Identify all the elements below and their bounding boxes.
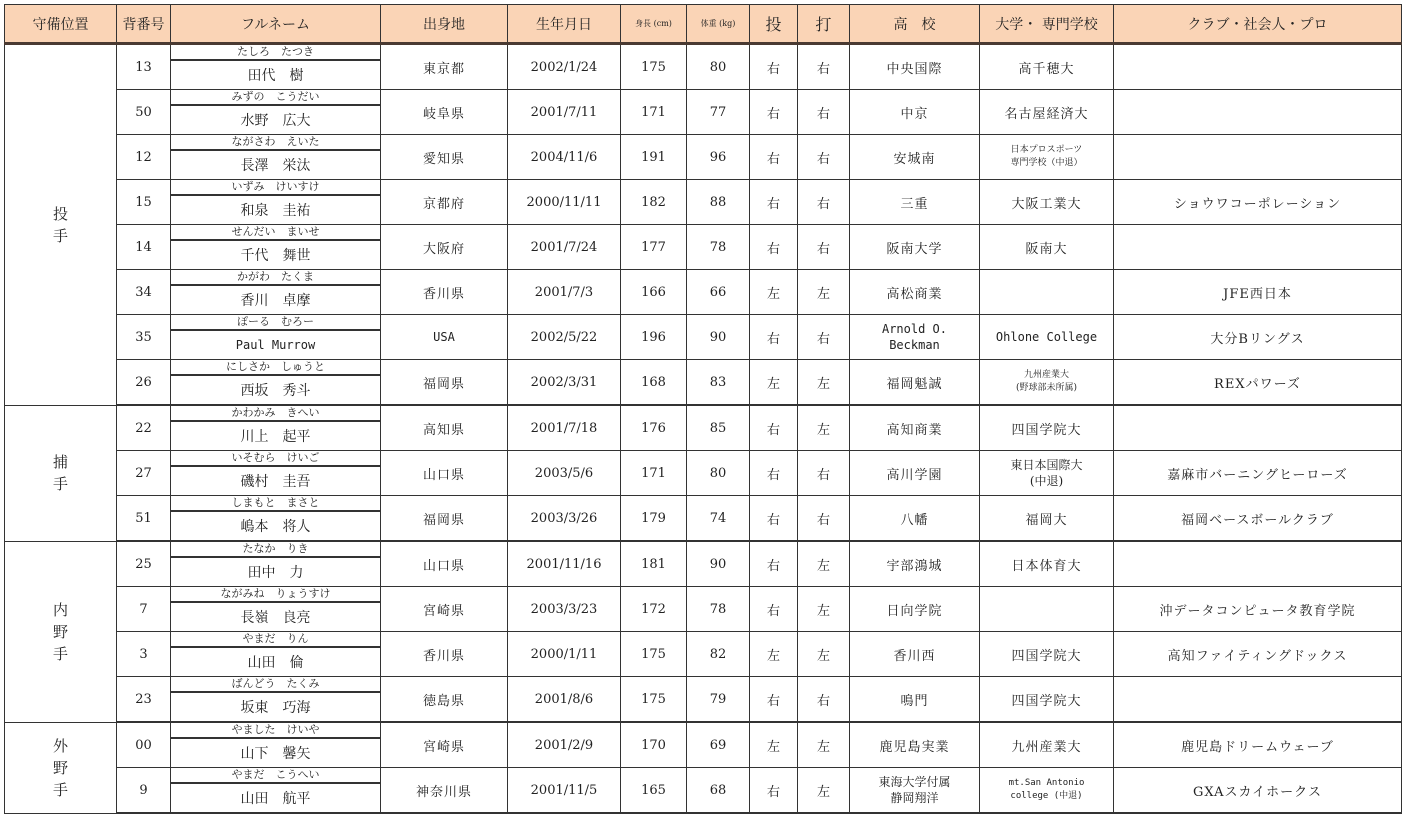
player-birthdate: 2001/7/3 [508,270,621,315]
player-weight: 90 [687,541,750,587]
player-bats: 右 [798,315,850,360]
player-birthplace: 愛知県 [381,135,508,180]
player-height: 166 [621,270,687,315]
player-birthplace: 福岡県 [381,360,508,406]
player-club: 鹿児島ドリームウェーブ [1114,722,1402,768]
header-club: クラブ・社会人・プロ [1114,5,1402,44]
player-number: 35 [117,315,171,360]
player-club: 嘉麻市バーニングヒーローズ [1114,451,1402,496]
player-height: 165 [621,768,687,814]
player-birthplace: USA [381,315,508,360]
player-birthplace: 岐阜県 [381,90,508,135]
player-number: 14 [117,225,171,270]
player-bats: 左 [798,270,850,315]
player-number: 26 [117,360,171,406]
player-birthdate: 2001/11/16 [508,541,621,587]
player-throws: 左 [750,722,798,768]
table-row [5,541,1402,587]
player-height: 176 [621,405,687,451]
player-name: Paul Murrow [235,338,316,352]
player-throws: 右 [750,315,798,360]
player-name-kana: ぽーる むろー [171,315,380,331]
player-high-school: Arnold O. Beckman [850,315,980,360]
player-birthplace: 福岡県 [381,496,508,542]
player-high-school: 高松商業 [850,270,980,315]
player-fullname [171,180,381,225]
player-name: 山下 馨矢 [240,746,311,762]
player-throws: 右 [750,541,798,587]
header-university: 大学・ 専門学校 [980,5,1114,44]
player-high-school: 高知商業 [850,405,980,451]
player-birthdate: 2003/3/26 [508,496,621,542]
player-number: 3 [117,632,171,677]
player-weight: 90 [687,315,750,360]
player-name-kana: たなか りき [171,542,380,558]
player-throws: 右 [750,405,798,451]
player-number: 13 [117,44,171,90]
player-birthdate: 2002/3/31 [508,360,621,406]
player-weight: 66 [687,270,750,315]
header-birthplace: 出身地 [381,5,508,44]
position-group-label: 外 野 手 [5,722,117,813]
player-university: 名古屋経済大 [980,90,1114,135]
player-high-school: 香川西 [850,632,980,677]
player-bats: 左 [798,587,850,632]
player-height: 175 [621,632,687,677]
table-row [5,496,1402,542]
player-height: 181 [621,541,687,587]
player-name-kana: やまだ りん [171,632,380,648]
player-throws: 左 [750,270,798,315]
player-name: 山田 航平 [240,791,311,807]
player-name: 和泉 圭祐 [240,203,311,219]
player-university: 東日本国際大 (中退) [980,451,1114,496]
header-row [5,5,1402,44]
player-throws: 右 [750,180,798,225]
player-club [1114,405,1402,451]
player-birthplace: 京都府 [381,180,508,225]
player-weight: 83 [687,360,750,406]
player-throws: 右 [750,768,798,814]
player-name-kana: たしろ たつき [171,45,380,61]
player-club: 福岡ベースボールクラブ [1114,496,1402,542]
table-row [5,270,1402,315]
table-row [5,451,1402,496]
player-fullname [171,90,381,135]
player-number: 15 [117,180,171,225]
header-birthdate: 生年月日 [508,5,621,44]
player-name: 香川 卓摩 [240,293,311,309]
player-number: 23 [117,677,171,723]
player-name-kana: かがわ たくま [171,270,380,286]
player-fullname [171,677,381,723]
player-university: 福岡大 [980,496,1114,542]
player-university: 四国学院大 [980,677,1114,723]
player-club [1114,44,1402,90]
player-number: 22 [117,405,171,451]
player-weight: 78 [687,225,750,270]
player-fullname [171,360,381,406]
player-fullname [171,722,381,768]
player-birthdate: 2002/1/24 [508,44,621,90]
player-weight: 80 [687,451,750,496]
table-row [5,180,1402,225]
player-high-school: 高川学園 [850,451,980,496]
player-throws: 左 [750,632,798,677]
table-row [5,225,1402,270]
position-group-label: 投 手 [5,44,117,406]
header-height: 身長 (cm) [621,5,687,44]
player-name: 川上 起平 [240,429,311,445]
player-club: ショウワコーポレーション [1114,180,1402,225]
player-fullname [171,496,381,542]
player-birthplace: 大阪府 [381,225,508,270]
player-birthplace: 宮崎県 [381,587,508,632]
player-bats: 右 [798,225,850,270]
player-name-kana: ながさわ えいた [171,135,380,151]
player-weight: 96 [687,135,750,180]
player-university: 阪南大 [980,225,1114,270]
player-weight: 82 [687,632,750,677]
player-birthplace: 香川県 [381,270,508,315]
player-birthdate: 2001/11/5 [508,768,621,814]
player-university: mt.San Antonio college (中退) [980,768,1114,814]
player-bats: 左 [798,405,850,451]
player-number: 12 [117,135,171,180]
player-club [1114,135,1402,180]
player-bats: 右 [798,90,850,135]
header-number: 背番号 [117,5,171,44]
player-birthplace: 徳島県 [381,677,508,723]
player-university: Ohlone College [980,315,1114,360]
player-bats: 右 [798,677,850,723]
player-high-school: 中央国際 [850,44,980,90]
player-fullname [171,541,381,587]
player-high-school: 安城南 [850,135,980,180]
player-name: 嶋本 将人 [240,519,311,535]
player-weight: 68 [687,768,750,814]
player-high-school: 福岡魁誠 [850,360,980,406]
player-name-kana: しまもと まさと [171,496,380,512]
table-row [5,44,1402,90]
player-birthdate: 2001/7/18 [508,405,621,451]
header-bats: 打 [798,5,850,44]
player-university: 日本体育大 [980,541,1114,587]
player-birthplace: 宮崎県 [381,722,508,768]
player-birthplace: 東京都 [381,44,508,90]
player-club: 沖データコンピュータ教育学院 [1114,587,1402,632]
player-throws: 右 [750,135,798,180]
player-name-kana: やまだ こうへい [171,768,380,784]
player-throws: 右 [750,496,798,542]
player-bats: 左 [798,722,850,768]
player-birthplace: 香川県 [381,632,508,677]
header-fullname: フルネーム [171,5,381,44]
player-high-school: 中京 [850,90,980,135]
player-birthdate: 2001/2/9 [508,722,621,768]
player-name: 磯村 圭吾 [240,474,311,490]
player-name-kana: かわかみ きへい [171,406,380,422]
player-throws: 右 [750,44,798,90]
player-university: 九州産業大 [980,722,1114,768]
player-birthdate: 2000/11/11 [508,180,621,225]
player-club [1114,541,1402,587]
player-university: 高千穂大 [980,44,1114,90]
player-university: 四国学院大 [980,405,1114,451]
player-weight: 78 [687,587,750,632]
table-row [5,722,1402,768]
player-fullname [171,315,381,360]
player-club [1114,225,1402,270]
player-height: 168 [621,360,687,406]
player-name-kana: ながみね りょうすけ [171,587,380,603]
roster-body [5,44,1402,814]
player-bats: 左 [798,768,850,814]
player-club: 高知ファイティングドックス [1114,632,1402,677]
player-fullname [171,451,381,496]
player-name-kana: みずの こうだい [171,90,380,106]
position-group-label: 内 野 手 [5,541,117,722]
player-name: 長澤 栄汰 [240,158,311,174]
player-name: 坂東 巧海 [240,700,311,716]
player-club: REXパワーズ [1114,360,1402,406]
header-high-school: 高 校 [850,5,980,44]
player-fullname [171,270,381,315]
player-bats: 左 [798,541,850,587]
player-name: 千代 舞世 [240,248,311,264]
player-university: 日本プロスポーツ 専門学校（中退） [980,135,1114,180]
player-university: 四国学院大 [980,632,1114,677]
player-throws: 左 [750,360,798,406]
player-bats: 左 [798,360,850,406]
player-weight: 74 [687,496,750,542]
header-throws: 投 [750,5,798,44]
player-high-school: 東海大学付属 静岡翔洋 [850,768,980,814]
player-name-kana: せんだい まいせ [171,225,380,241]
table-row [5,315,1402,360]
player-bats: 右 [798,135,850,180]
player-high-school: 三重 [850,180,980,225]
player-height: 191 [621,135,687,180]
player-birthplace: 山口県 [381,451,508,496]
player-fullname [171,632,381,677]
player-bats: 右 [798,451,850,496]
player-birthdate: 2003/5/6 [508,451,621,496]
table-row [5,135,1402,180]
player-height: 171 [621,451,687,496]
player-university: 九州産業大 (野球部未所属) [980,360,1114,406]
player-birthdate: 2001/7/24 [508,225,621,270]
player-name: 山田 倫 [247,655,304,671]
player-name: 田中 力 [247,565,304,581]
player-bats: 右 [798,180,850,225]
player-fullname [171,405,381,451]
player-high-school: 宇部鴻城 [850,541,980,587]
header-position: 守備位置 [5,5,117,44]
player-weight: 77 [687,90,750,135]
player-bats: 左 [798,632,850,677]
player-height: 182 [621,180,687,225]
table-row [5,405,1402,451]
table-row [5,360,1402,406]
player-fullname [171,135,381,180]
player-high-school: 鹿児島実業 [850,722,980,768]
position-group-label: 捕 手 [5,405,117,541]
player-weight: 80 [687,44,750,90]
player-bats: 右 [798,44,850,90]
player-university [980,587,1114,632]
player-fullname [171,44,381,90]
player-name: 水野 広大 [240,113,311,129]
player-high-school: 日向学院 [850,587,980,632]
player-number: 9 [117,768,171,814]
player-height: 172 [621,587,687,632]
player-name-kana: にしさか しゅうと [171,360,380,376]
player-university: 大阪工業大 [980,180,1114,225]
player-name-kana: いそむら けいご [171,451,380,467]
table-row [5,677,1402,723]
player-birthdate: 2001/8/6 [508,677,621,723]
player-throws: 右 [750,90,798,135]
player-fullname [171,768,381,814]
player-birthdate: 2004/11/6 [508,135,621,180]
player-roster-table [4,4,1402,814]
player-number: 51 [117,496,171,542]
player-name-kana: ばんどう たくみ [171,677,380,693]
player-weight: 88 [687,180,750,225]
player-height: 175 [621,677,687,723]
player-height: 175 [621,44,687,90]
player-birthplace: 山口県 [381,541,508,587]
player-fullname [171,587,381,632]
player-number: 27 [117,451,171,496]
player-name-kana: やました けいや [171,723,380,739]
table-row [5,632,1402,677]
player-birthdate: 2003/3/23 [508,587,621,632]
player-name: 長嶺 良亮 [240,610,311,626]
table-row [5,90,1402,135]
player-club [1114,677,1402,723]
player-throws: 右 [750,451,798,496]
player-club: GXAスカイホークス [1114,768,1402,814]
header-weight: 体重 (kg) [687,5,750,44]
player-club: 大分Bリングス [1114,315,1402,360]
player-weight: 85 [687,405,750,451]
player-fullname [171,225,381,270]
player-number: 34 [117,270,171,315]
player-birthplace: 高知県 [381,405,508,451]
player-bats: 右 [798,496,850,542]
player-height: 179 [621,496,687,542]
player-birthdate: 2001/7/11 [508,90,621,135]
player-weight: 69 [687,722,750,768]
player-birthdate: 2000/1/11 [508,632,621,677]
player-weight: 79 [687,677,750,723]
player-throws: 右 [750,587,798,632]
player-number: 25 [117,541,171,587]
player-name: 田代 樹 [247,68,304,84]
player-height: 171 [621,90,687,135]
player-height: 177 [621,225,687,270]
player-number: 7 [117,587,171,632]
player-name-kana: いずみ けいすけ [171,180,380,196]
player-throws: 右 [750,225,798,270]
player-height: 196 [621,315,687,360]
player-high-school: 八幡 [850,496,980,542]
player-club [1114,90,1402,135]
player-birthplace: 神奈川県 [381,768,508,814]
player-club: JFE西日本 [1114,270,1402,315]
player-high-school: 鳴門 [850,677,980,723]
table-row [5,587,1402,632]
player-number: 00 [117,722,171,768]
player-university [980,270,1114,315]
player-number: 50 [117,90,171,135]
player-high-school: 阪南大学 [850,225,980,270]
player-throws: 右 [750,677,798,723]
table-row [5,768,1402,814]
player-height: 170 [621,722,687,768]
player-birthdate: 2002/5/22 [508,315,621,360]
player-name: 西坂 秀斗 [240,383,311,399]
